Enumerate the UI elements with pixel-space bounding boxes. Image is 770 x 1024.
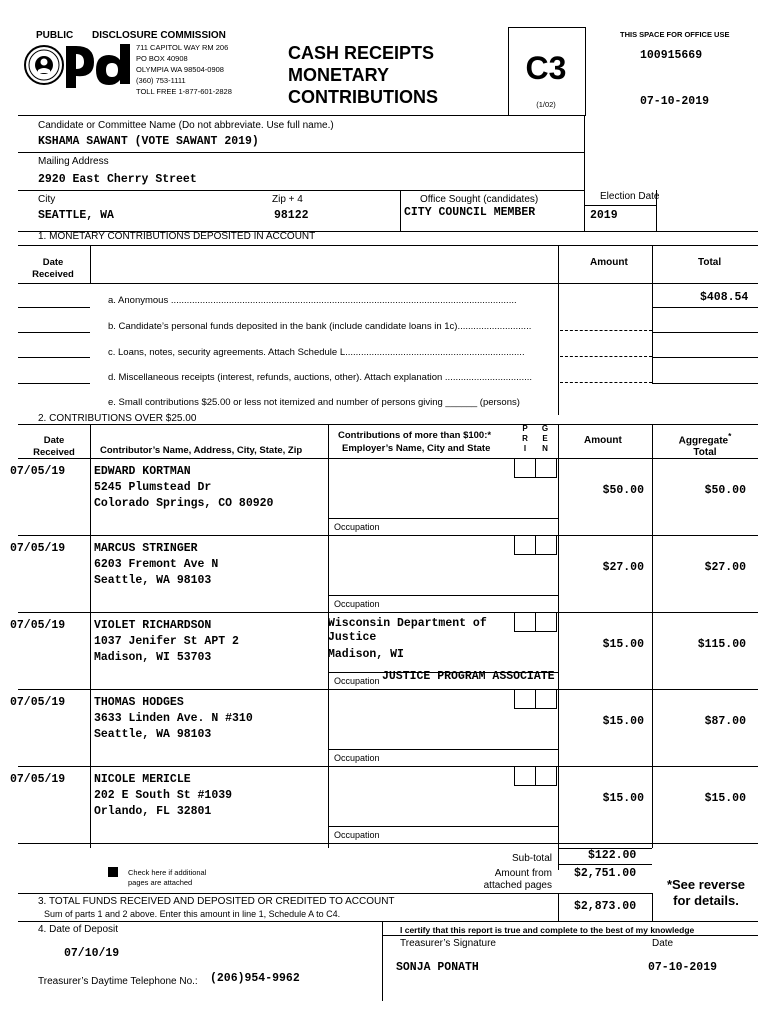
zip: 98122 (274, 209, 309, 222)
attached-label-1: Amount from (494, 868, 552, 879)
pg-g: G (541, 424, 549, 433)
contribution-date: 07/05/19 (10, 465, 66, 478)
agency-phone: (360) 753-1111 (136, 76, 186, 85)
s1-line-c: c. Loans, notes, security agreements. Attach Schedule L.................................................................... (108, 347, 525, 358)
treasurer-phone: (206)954-9962 (210, 972, 300, 985)
occupation-label: Occupation (334, 830, 380, 840)
city-label: City (38, 194, 56, 205)
s2-aggregate-header-1: Aggregate (678, 435, 729, 447)
form-title-1: CASH RECEIPTS (288, 43, 435, 63)
pg-r: R (522, 434, 528, 443)
city: SEATTLE, WA (38, 209, 114, 222)
aggregate-total: $87.00 (704, 715, 746, 728)
pg-n: N (542, 444, 548, 453)
contributor-name: MARCUS STRINGER (94, 542, 198, 555)
contributor-street: 3633 Linden Ave. N #310 (94, 712, 253, 725)
additional-pages-label-1: Check here if additional (128, 868, 207, 877)
candidate-name-label: Candidate or Committee Name (Do not abbreviate. Use full name.) (38, 120, 334, 131)
employer-line-1: Wisconsin Department of (328, 617, 487, 630)
primary-checkbox[interactable] (514, 535, 536, 555)
subtotal-label: Sub-total (511, 853, 552, 864)
general-checkbox[interactable] (535, 458, 557, 478)
occupation-line (328, 672, 558, 673)
contributor-city: Madison, WI 53703 (94, 651, 212, 664)
occupation-label: Occupation (334, 522, 380, 532)
primary-checkbox[interactable] (514, 689, 536, 709)
total-funds: $2,873.00 (574, 900, 637, 913)
office-use-label: THIS SPACE FOR OFFICE USE (620, 30, 730, 39)
s1-total-header: Total (698, 257, 722, 268)
occupation-line (328, 595, 558, 596)
s2-date-header-2: Received (33, 447, 75, 458)
sign-date: 07-10-2019 (648, 961, 718, 974)
additional-pages-checkbox[interactable] (108, 867, 118, 877)
s2-date-header-1: Date (43, 435, 65, 446)
contributor-street: 5245 Plumstead Dr (94, 481, 212, 494)
total-funds-sub: Sum of parts 1 and 2 above. Enter this amount in line 1, Schedule A to C4. (44, 909, 341, 919)
contributor-name: EDWARD KORTMAN (94, 465, 191, 478)
contribution-amount: $15.00 (602, 638, 644, 651)
occupation: JUSTICE PROGRAM ASSOCIATE (382, 670, 555, 683)
pg-e: E (542, 434, 548, 443)
s1-line-a: a. Anonymous ................................................................................................................................... (108, 295, 517, 306)
occupation-line (328, 749, 558, 750)
general-checkbox[interactable] (535, 689, 557, 709)
contribution-date: 07/05/19 (10, 619, 66, 632)
pg-p: P (522, 424, 528, 433)
primary-checkbox[interactable] (514, 766, 536, 786)
s1-line-b: b. Candidate’s personal funds deposited in the bank (include candidate loans in 1c)............................ (108, 321, 532, 332)
election-date-label: Election Date (600, 191, 660, 202)
subtotal: $122.00 (588, 849, 637, 862)
see-reverse-1: *See reverse (666, 877, 746, 892)
row-divider (18, 843, 758, 844)
contributor-street: 6203 Fremont Ave N (94, 558, 219, 571)
contributor-city: Seattle, WA 98103 (94, 728, 212, 741)
s1-date-header-2: Received (32, 269, 74, 280)
agency-toll-free: TOLL FREE 1-877-601-2828 (136, 87, 232, 96)
s1-amount-header: Amount (590, 257, 628, 268)
s2-employer-header-2: Employer’s Name, City and State (342, 443, 491, 454)
phone-label: Treasurer’s Daytime Telephone No.: (38, 976, 198, 987)
s2-contributor-header: Contributor’s Name, Address, City, State, Zip (100, 445, 303, 456)
occupation-label: Occupation (334, 599, 380, 609)
aggregate-total: $50.00 (704, 484, 746, 497)
deposit-date: 07/10/19 (64, 947, 120, 960)
s1-date-header-1: Date (42, 257, 64, 268)
form-title-3: CONTRIBUTIONS (288, 87, 438, 107)
mailing-address: 2920 East Cherry Street (38, 173, 197, 186)
form-title-2: MONETARY (288, 65, 389, 85)
deposit-date-label: 4. Date of Deposit (38, 924, 119, 935)
occupation-line (328, 518, 558, 519)
s1-anonymous-total: $408.54 (700, 291, 749, 304)
contributor-city: Colorado Springs, CO 80920 (94, 497, 274, 510)
pg-i: I (523, 444, 527, 453)
contribution-amount: $15.00 (602, 792, 644, 805)
additional-pages-label-2: pages are attached (128, 878, 193, 887)
section1-title: 1. MONETARY CONTRIBUTIONS DEPOSITED IN ACCOUNT (38, 231, 316, 242)
section2-title: 2. CONTRIBUTIONS OVER $25.00 (38, 413, 197, 424)
office-date: 07-10-2019 (640, 95, 710, 108)
s2-aggregate-header-2: Total (693, 447, 717, 459)
employer-line-2: Justice (328, 631, 377, 644)
contribution-date: 07/05/19 (10, 696, 66, 709)
contributor-street: 202 E South St #1039 (94, 789, 233, 802)
agency-name: DISCLOSURE COMMISSION (92, 30, 226, 41)
zip-label: Zip + 4 (272, 194, 303, 205)
office-id: 100915669 (640, 49, 703, 62)
contribution-amount: $15.00 (602, 715, 644, 728)
see-reverse-note (656, 877, 756, 909)
s1-line-e: e. Small contributions $25.00 or less not itemized and number of persons giving ______ (persons) (108, 397, 520, 408)
candidate-name: KSHAMA SAWANT (VOTE SAWANT 2019) (38, 135, 259, 148)
office-sought-label: Office Sought (candidates) (420, 194, 539, 205)
contributor-name: VIOLET RICHARDSON (94, 619, 212, 632)
general-checkbox[interactable] (535, 535, 557, 555)
primary-checkbox[interactable] (514, 458, 536, 478)
sign-date-label: Date (652, 938, 674, 949)
see-reverse-2: for details. (673, 893, 739, 908)
s2-date-header (18, 435, 90, 459)
agency-address-3: OLYMPIA WA 98504-0908 (136, 65, 224, 74)
s2-amount-header: Amount (584, 435, 622, 446)
general-checkbox[interactable] (535, 612, 557, 632)
contributor-name: THOMAS HODGES (94, 696, 184, 709)
contributor-name: NICOLE MERICLE (94, 773, 191, 786)
agency-address-2: PO BOX 40908 (136, 54, 188, 63)
s1-line-d: d. Miscellaneous receipts (interest, refunds, auctions, other). Attach explanation ................................. (108, 372, 533, 383)
employer-line-3: Madison, WI (328, 648, 404, 661)
treasurer-signature: SONJA PONATH (396, 961, 479, 974)
agency-address-1: 711 CAPITOL WAY RM 206 (136, 43, 229, 52)
certify-text: I certify that this report is true and complete to the best of my knowledge (400, 925, 695, 935)
s2-aggregate-header (652, 430, 758, 459)
total-funds-label: 3. TOTAL FUNDS RECEIVED AND DEPOSITED OR CREDITED TO ACCOUNT (38, 896, 395, 907)
contributor-street: 1037 Jenifer St APT 2 (94, 635, 239, 648)
general-checkbox[interactable] (535, 766, 557, 786)
occupation-label: Occupation (334, 676, 380, 686)
contribution-date: 07/05/19 (10, 773, 66, 786)
aggregate-total: $115.00 (697, 638, 746, 651)
attached-amount: $2,751.00 (574, 867, 637, 880)
form-code: C3 (525, 50, 567, 86)
occupation-label: Occupation (334, 753, 380, 763)
contribution-amount: $27.00 (602, 561, 644, 574)
election-date: 2019 (590, 209, 618, 222)
form-version: (1/02) (536, 100, 556, 109)
primary-checkbox[interactable] (514, 612, 536, 632)
s1-date-header (18, 257, 88, 281)
attached-label-2: attached pages (483, 880, 552, 891)
contribution-date: 07/05/19 (10, 542, 66, 555)
aggregate-total: $15.00 (704, 792, 746, 805)
signature-label: Treasurer’s Signature (400, 938, 496, 949)
occupation-line (328, 826, 558, 827)
aggregate-total: $27.00 (704, 561, 746, 574)
office-sought: CITY COUNCIL MEMBER (404, 206, 536, 219)
pdc-logo (22, 40, 136, 90)
s2-primary-header (515, 424, 535, 454)
s2-general-header (535, 424, 555, 454)
contributor-city: Orlando, FL 32801 (94, 805, 212, 818)
mailing-address-label: Mailing Address (38, 156, 109, 167)
agency-public: PUBLIC (36, 30, 74, 41)
contributor-city: Seattle, WA 98103 (94, 574, 212, 587)
s2-employer-header-1: Contributions of more than $100:* (338, 430, 492, 441)
contribution-amount: $50.00 (602, 484, 644, 497)
s2-aggregate-star: * (728, 431, 732, 441)
